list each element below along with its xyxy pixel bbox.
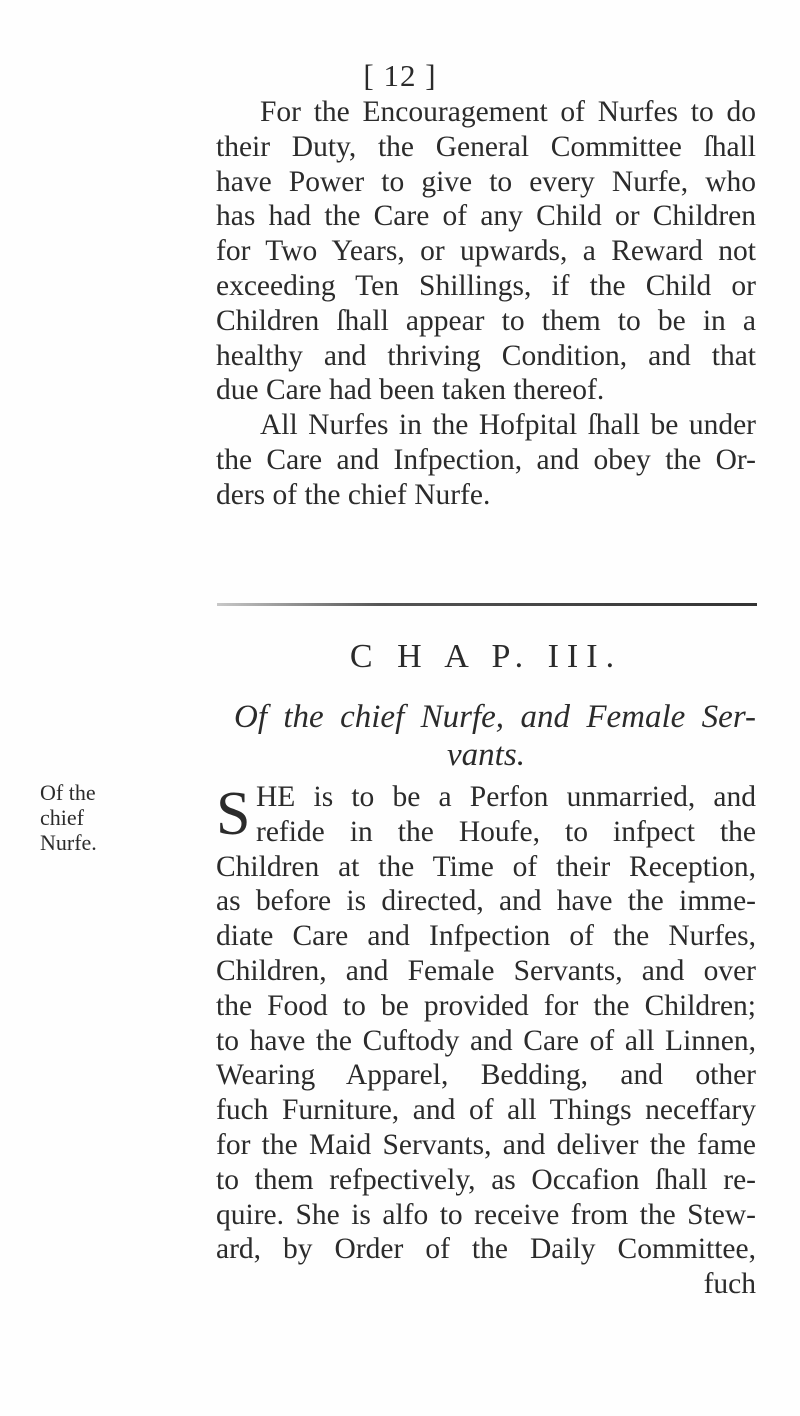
margin-note bbox=[40, 780, 120, 855]
text-line: to them refpectively, as Occafion ſhall re- bbox=[216, 1163, 756, 1196]
text-line: Wearing Apparel, Bedding, and other bbox=[216, 1059, 756, 1092]
paragraph-block-chapter bbox=[216, 780, 756, 1302]
text-line: the Care and Infpection, and obey the Or- bbox=[216, 443, 756, 476]
text-line: Children, and Female Servants, and over bbox=[216, 954, 756, 987]
text-line: quire. She is alfo to receive from the Stew- bbox=[216, 1198, 756, 1231]
margin-note-line: chief bbox=[40, 805, 84, 830]
text-line: for Two Years, or upwards, a Reward not bbox=[216, 235, 756, 268]
text-line: as before is directed, and have the imme- bbox=[216, 885, 756, 918]
section-divider-rule bbox=[217, 603, 757, 606]
margin-note-line: Of the bbox=[40, 780, 96, 805]
text-line: have Power to give to every Nurfe, who bbox=[216, 165, 756, 198]
text-line: fuch Furniture, and of all Things neceffary bbox=[216, 1094, 756, 1127]
text-line: their Duty, the General Committee ſhall bbox=[216, 130, 756, 163]
text-line: Children at the Time of their Reception, bbox=[216, 850, 756, 883]
text-line: diate Care and Infpection of the Nurfes, bbox=[216, 920, 756, 953]
chapter-heading: C H A P. III. bbox=[349, 638, 623, 675]
text-line: All Nurfes in the Hofpital ſhall be under bbox=[260, 409, 756, 442]
text-line: the Food to be provided for the Children; bbox=[216, 989, 756, 1022]
chapter-title bbox=[216, 698, 756, 774]
text-line: Children ſhall appear to them to be in a bbox=[216, 304, 756, 337]
text-line: has had the Care of any Child or Children bbox=[216, 200, 756, 233]
text-line: healthy and thriving Condition, and that bbox=[216, 339, 756, 372]
text-line: exceeding Ten Shillings, if the Child or bbox=[216, 269, 756, 302]
catchword: fuch bbox=[703, 1268, 756, 1301]
chapter-title-line: Of the chief Nurfe, and Female Ser- bbox=[234, 699, 756, 735]
margin-note-line: Nurfe. bbox=[40, 830, 97, 855]
text-line: to have the Cuftody and Care of all Linnen, bbox=[216, 1024, 756, 1057]
text-line: HE is to be a Perfon unmarried, and bbox=[256, 781, 756, 813]
drop-cap: S bbox=[216, 780, 251, 848]
text-line: For the Encouragement of Nurfes to do bbox=[260, 96, 756, 128]
chapter-title-line: vants. bbox=[447, 737, 525, 773]
text-line: refide in the Houfe, to infpect the bbox=[256, 815, 756, 848]
text-line: ders of the chief Nurfe. bbox=[216, 478, 491, 511]
text-line: ard, by Order of the Daily Committee, bbox=[216, 1233, 756, 1266]
page-number: [ 12 ] bbox=[363, 58, 437, 93]
text-line: for the Maid Servants, and deliver the fame bbox=[216, 1128, 756, 1161]
text-line: due Care had been taken thereof. bbox=[216, 374, 605, 407]
paragraph-block-top bbox=[216, 95, 756, 513]
